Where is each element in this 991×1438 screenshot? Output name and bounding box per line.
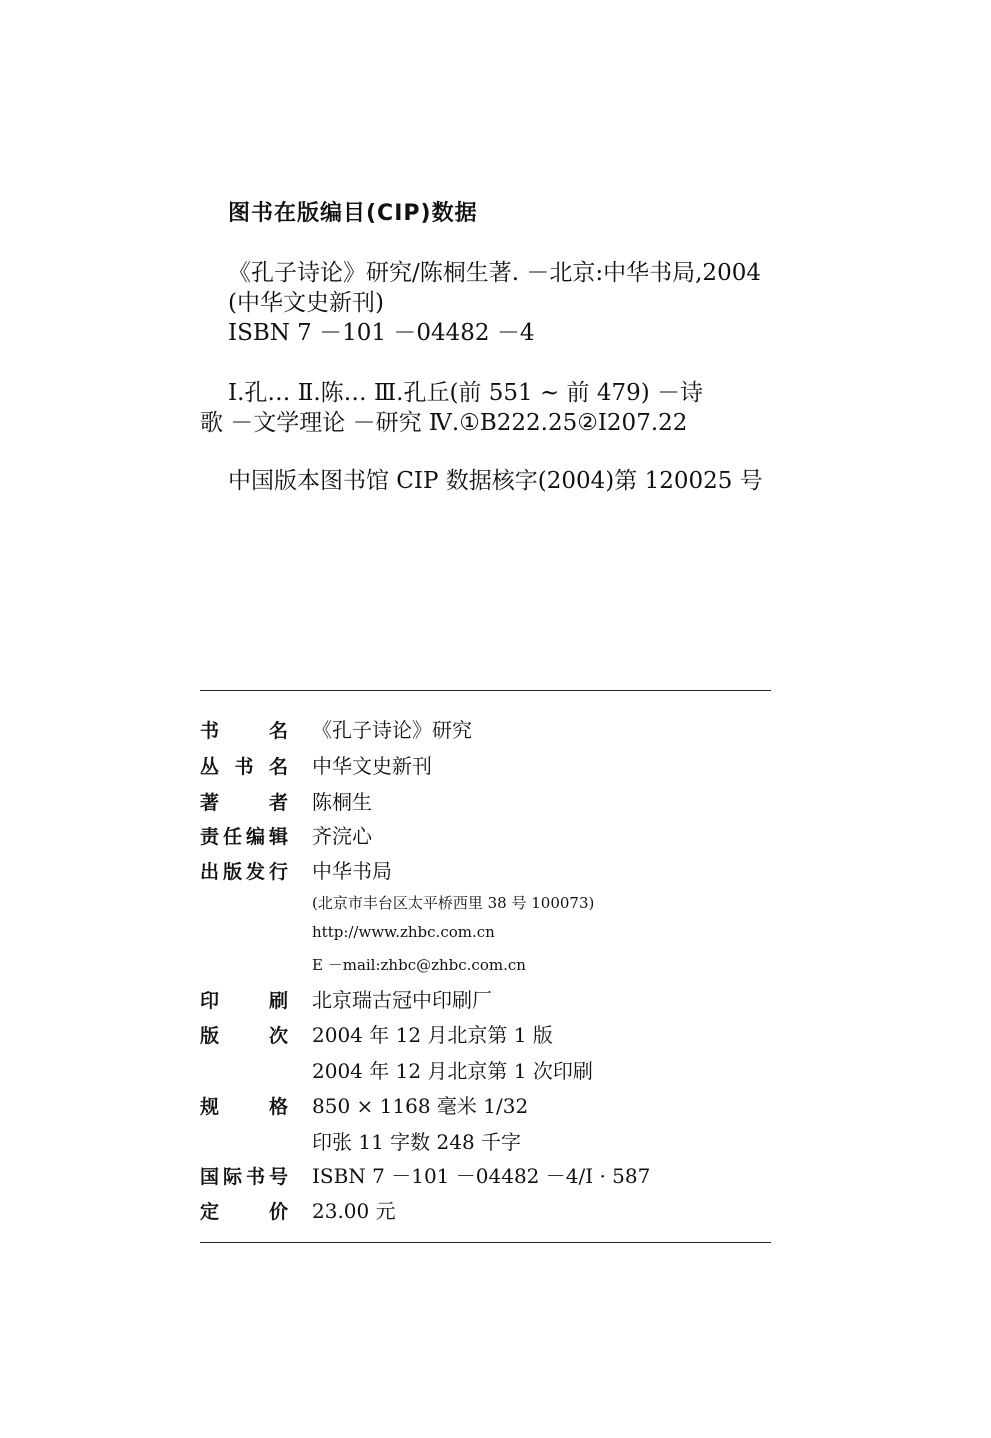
editor-value: 齐浣心 xyxy=(312,824,372,848)
series-label: 丛书名 xyxy=(200,756,288,778)
publisher-value: 中华书局 xyxy=(312,859,392,883)
edition-label: 版次 xyxy=(200,1025,288,1047)
printing-value: 2004 年 12 月北京第 1 次印刷 xyxy=(312,1059,593,1083)
price-label: 定价 xyxy=(200,1201,288,1223)
cip-heading: 图书在版编目(CIP)数据 xyxy=(228,201,478,226)
author-value: 陈桐生 xyxy=(312,790,372,814)
series-value: 中华文史新刊 xyxy=(312,754,432,778)
printer-label: 印刷 xyxy=(200,990,288,1012)
spec-label: 规格 xyxy=(200,1096,288,1118)
cip-subject-line-1: Ⅰ.孔… Ⅱ.陈… Ⅲ.孔丘(前 551 ~ 前 479) －诗 xyxy=(228,380,704,406)
top-divider xyxy=(200,690,771,691)
publisher-label: 出版发行 xyxy=(200,861,288,883)
title-value: 《孔子诗论》研究 xyxy=(312,718,472,742)
isbn-label: 国际书号 xyxy=(200,1166,288,1188)
spec-value: 850 × 1168 毫米 1/32 xyxy=(312,1094,529,1118)
author-label: 著者 xyxy=(200,792,288,814)
sheets-value: 印张 11 字数 248 千字 xyxy=(312,1130,522,1154)
cip-series-line: (中华文史新刊) xyxy=(228,290,384,316)
edition-value: 2004 年 12 月北京第 1 版 xyxy=(312,1023,553,1047)
cip-subject-line-2: 歌 －文学理论 －研究 Ⅳ.①B222.25②I207.22 xyxy=(200,410,688,436)
title-label: 书名 xyxy=(200,720,288,742)
price-value: 23.00 元 xyxy=(312,1199,396,1223)
publisher-email: E －mail:zhbc@zhbc.com.cn xyxy=(312,956,526,974)
editor-label: 责任编辑 xyxy=(200,826,288,848)
cip-record-number: 中国版本图书馆 CIP 数据核字(2004)第 120025 号 xyxy=(228,468,763,494)
cip-title-line: 《孔子诗论》研究/陈桐生著. －北京:中华书局,2004 xyxy=(228,260,761,286)
bottom-divider xyxy=(200,1242,771,1243)
cip-isbn-line: ISBN 7 －101 －04482 －4 xyxy=(228,320,535,346)
publisher-address: (北京市丰台区太平桥西里 38 号 100073) xyxy=(312,894,595,912)
isbn-value: ISBN 7 －101 －04482 －4/I · 587 xyxy=(312,1164,651,1188)
printer-value: 北京瑞古冠中印刷厂 xyxy=(312,988,492,1012)
publisher-website: http://www.zhbc.com.cn xyxy=(312,923,495,941)
